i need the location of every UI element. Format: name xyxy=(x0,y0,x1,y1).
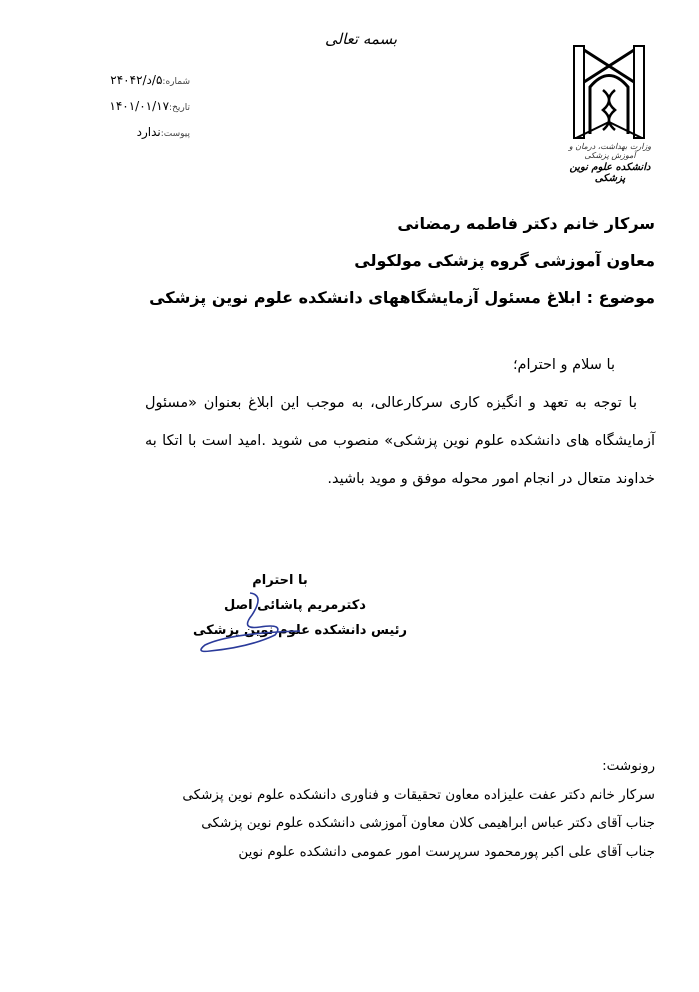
handwritten-signature-icon xyxy=(190,585,310,665)
letter-attachment xyxy=(80,120,190,146)
letter-subject: موضوع : ابلاغ مسئول آزمایشگاههای دانشکده علوم نوین پزشکی xyxy=(149,288,655,307)
date-value: ۱۴۰۱/۰۱/۱۷ xyxy=(109,99,170,113)
university-logo xyxy=(560,42,660,184)
logo-emblem-icon xyxy=(568,42,650,142)
logo-name: دانشکده علوم نوین پزشکی xyxy=(569,162,651,184)
greeting: با سلام و احترام؛ xyxy=(512,357,615,373)
signer-title: رئیس دانشکده علوم نوین پزشکی xyxy=(192,623,408,638)
body-text: با توجه به تعهد و انگیزه کاری سرکارعالی، به موجب این ابلاغ بعنوان «مسئول آزمایشگاه های دانشکده علوم نوین پزشکی» منصوب می شوید .امید است با اتکا به خداوند متعال در انجام امور محوله موفق و موید باشید. xyxy=(145,395,655,487)
logo-subtitle: وزارت بهداشت، درمان و آموزش پزشکی xyxy=(568,142,652,160)
closing: با احترام xyxy=(252,573,308,588)
copy-recipient: جناب آقای علی اکبر پورمحمود سرپرست امور عمومی دانشکده علوم نوین xyxy=(238,843,655,860)
letter-meta xyxy=(80,68,190,146)
signer-name: دکترمریم پاشائی اصل xyxy=(224,598,366,613)
addressee-position: معاون آموزشی گروه پزشکی مولکولی xyxy=(354,251,655,270)
letter-number xyxy=(80,68,190,94)
invocation-calligraphy: بسمه تعالی xyxy=(325,30,398,48)
attachment-label: پیوست: xyxy=(160,129,190,139)
copies-label: رونوشت: xyxy=(602,758,655,774)
copy-recipient: سرکار خانم دکتر عفت علیزاده معاون تحقیقات و فناوری دانشکده علوم نوین پزشکی xyxy=(182,786,655,803)
number-value: ۵/د/۲۴۰۴۲ xyxy=(110,73,163,87)
copies-block xyxy=(125,752,655,898)
attachment-value: ندارد xyxy=(136,125,161,139)
number-label: شماره: xyxy=(162,77,190,87)
addressee-block xyxy=(135,205,655,316)
copy-recipient: جناب آقای دکتر عباس ابراهیمی کلان معاون آموزشی دانشکده علوم نوین پزشکی xyxy=(201,815,655,831)
letter-body xyxy=(145,346,655,498)
addressee-name: سرکار خانم دکتر فاطمه رمضانی xyxy=(397,214,655,233)
date-label: تاریخ: xyxy=(169,103,190,113)
letter-date xyxy=(80,94,190,120)
